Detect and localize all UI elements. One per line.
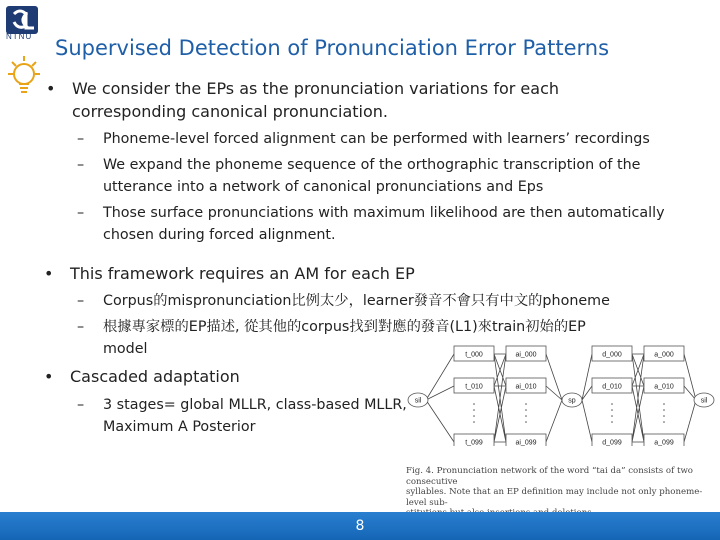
sub-bullet-line: Phoneme-level forced alignment can be performed with learners’ recordings: [103, 131, 650, 147]
figure-caption: [406, 466, 718, 519]
sub-bullet-2-1: – Corpus的mispronunciation比例太少，learner發音不會只有中文的phoneme: [103, 290, 610, 312]
logo-text: NTNU: [6, 32, 33, 41]
caption-line: syllables. Note that an EP definition may include not only phoneme-level sub-: [406, 487, 703, 508]
bullet-3: • Cascaded adaptation: [44, 367, 240, 386]
sub-bullet-line: 根據專家標的EP描述, 從其他的corpus找到對應的發音(L1)來train初始的EP: [103, 319, 586, 335]
sub-bullet-3-1: – 3 stages= global MLLR, class-based MLLR, Maximum A Posterior: [103, 394, 407, 438]
node-label: d_010: [602, 383, 622, 391]
light-bulb-icon: [4, 52, 44, 100]
bullet-1-line-2: corresponding canonical pronunciation.: [72, 102, 388, 121]
sub-bullet-2-2: – 根據專家標的EP描述, 從其他的corpus找到對應的發音(L1)來train初始的EP model: [103, 316, 586, 360]
pronunciation-network-figure: [406, 344, 716, 446]
bullet-1-line-1: We consider the EPs as the pronunciation variations for each: [72, 79, 560, 98]
sub-bullet-1-2: – We expand the phoneme sequence of the orthographic transcription of the utterance into a network of canonical pronunciations and Eps: [103, 154, 640, 198]
slide-title: Supervised Detection of Pronunciation Error Patterns: [55, 36, 610, 60]
node-label: sil: [414, 397, 422, 405]
node-label: ai_000: [515, 351, 537, 359]
ntnu-logo: [4, 4, 42, 48]
sub-bullet-line: Maximum A Posterior: [103, 419, 256, 435]
sub-bullet-line: We expand the phoneme sequence of the orthographic transcription of the: [103, 157, 641, 173]
node-label: a_010: [654, 383, 674, 391]
node-label: ai_010: [515, 383, 537, 391]
node-label: sp: [568, 397, 576, 405]
bullet-3-line-1: Cascaded adaptation: [70, 367, 240, 386]
sub-bullet-line: 3 stages= global MLLR, class-based MLLR,: [103, 397, 407, 413]
bullet-1: • We consider the EPs as the pronunciation variations for each corresponding canonical pronunciation.: [46, 79, 560, 121]
node-label: t_010: [465, 383, 483, 391]
sub-bullet-line: model: [103, 341, 148, 357]
bullet-2-line-1: This framework requires an AM for each EP: [70, 264, 415, 283]
page-number: 8: [355, 518, 365, 534]
caption-line: Fig. 4. Pronunciation network of the word “tai da” consists of two consecutive: [406, 466, 693, 487]
node-label: ai_099: [515, 439, 537, 446]
node-label: d_099: [602, 439, 622, 446]
node-label: sil: [700, 397, 708, 405]
sub-bullet-1-3: – Those surface pronunciations with maximum likelihood are then automatically chosen during forced alignment.: [103, 202, 665, 246]
bullet-2: • This framework requires an AM for each EP: [44, 264, 415, 283]
sub-bullet-line: Those surface pronunciations with maximum likelihood are then automatically: [103, 205, 665, 221]
node-label: t_099: [465, 439, 483, 446]
node-label: d_000: [602, 351, 622, 359]
sub-bullet-line: chosen during forced alignment.: [103, 227, 336, 243]
sub-bullet-line: utterance into a network of canonical pronunciations and Eps: [103, 179, 544, 195]
node-label: t_000: [465, 351, 483, 359]
node-label: a_000: [654, 351, 674, 359]
sub-bullet-line: Corpus的mispronunciation比例太少，learner發音不會只有中文的phoneme: [103, 293, 610, 309]
sub-bullet-1-1: – Phoneme-level forced alignment can be performed with learners’ recordings: [103, 128, 650, 150]
node-label: a_099: [654, 439, 674, 446]
